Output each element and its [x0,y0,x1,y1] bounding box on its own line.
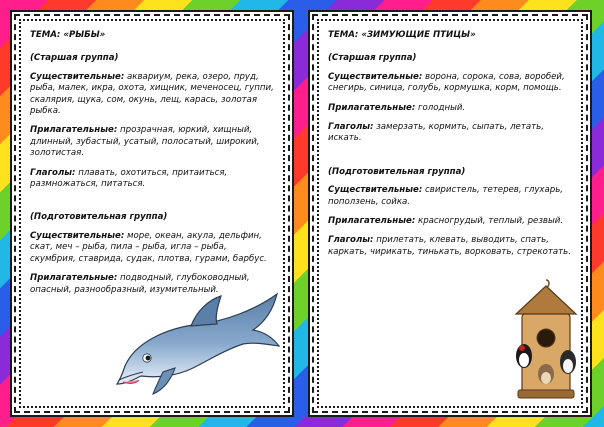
birds-card-title: ТЕМА: «ЗИМУЮЩИЕ ПТИЦЫ» [328,30,476,40]
verbs2-text: прилетать, клевать, выводить, спать, каркать, чирикать, тинькать, ворковать, стрекотать. [328,235,571,257]
fish-adjectives-paragraph [30,125,274,159]
adjectives-text: голодный. [415,102,466,113]
nouns2-text: море, океан, акула, дельфин, скат, меч – рыба, пила – рыба, игла – рыба, скумбрия, ставрида, судак, плотва, гурами, барбус. [30,230,267,264]
nouns2-label: Существительные: [328,185,423,196]
adjectives-label: Прилагательные: [30,125,118,136]
adjectives2-text: подводный, глубоководный, опасный, разнообразный, изумительный. [30,273,250,295]
fish-card-title: ТЕМА: «РЫБЫ» [30,30,106,40]
birdhouse-illustration [510,278,582,400]
senior-group-heading: (Старшая группа) [328,53,417,64]
birds-adjectives-paragraph [328,103,572,114]
fish-card-content [30,30,274,304]
preparatory-group-heading: (Подготовительная группа) [328,166,466,177]
nouns-label: Существительные: [30,71,125,82]
verbs-text: замерзать, кормить, сыпать, летать, искать. [328,122,544,144]
adjectives2-label: Прилагательные: [30,273,118,284]
birds-verbs-paragraph [328,122,572,145]
birds-nouns-paragraph [328,72,572,95]
nouns-text: аквариум, река, озеро, пруд, рыба, малек, икра, охота, хищник, меченосец, гуппи, скалярия, щука, сом, окунь, лещ, карась, золотая рыбка. [30,71,274,117]
verbs-label: Глаголы: [30,167,76,178]
fish-verbs-paragraph [30,168,274,191]
verbs-text: плавать, охотиться, притаиться, размножаться, питаться. [30,167,228,190]
adjectives-text: прозрачная, юркий, хищный, длинный, зубастый, усатый, полосатый, широкий, золотистая. [30,125,260,159]
nouns-text: ворона, сорока, сова, воробей, снегирь, синица, голубь, кормушка, корм, помощь. [328,71,565,94]
birds-verbs2-paragraph [328,235,572,258]
nouns2-label: Существительные: [30,230,125,241]
verbs2-label: Глаголы: [328,235,374,246]
dolphin-illustration [105,288,285,398]
birds-adjectives2-paragraph [328,216,572,227]
nouns2-text: свиристель, тетерев, глухарь, поползень, сойка. [328,185,564,207]
fish-nouns2-paragraph [30,231,274,265]
senior-group-heading: (Старшая группа) [30,53,119,64]
adjectives2-label: Прилагательные: [328,216,416,227]
verbs-label: Глаголы: [328,122,374,133]
nouns-label: Существительные: [328,71,423,82]
fish-nouns-paragraph [30,72,274,118]
adjectives-label: Прилагательные: [328,102,416,113]
birds-card-content [328,30,572,266]
birds-nouns2-paragraph [328,185,572,208]
preparatory-group-heading: (Подготовительная группа) [30,212,168,223]
adjectives2-text: красногрудый, теплый, резвый. [415,216,564,227]
